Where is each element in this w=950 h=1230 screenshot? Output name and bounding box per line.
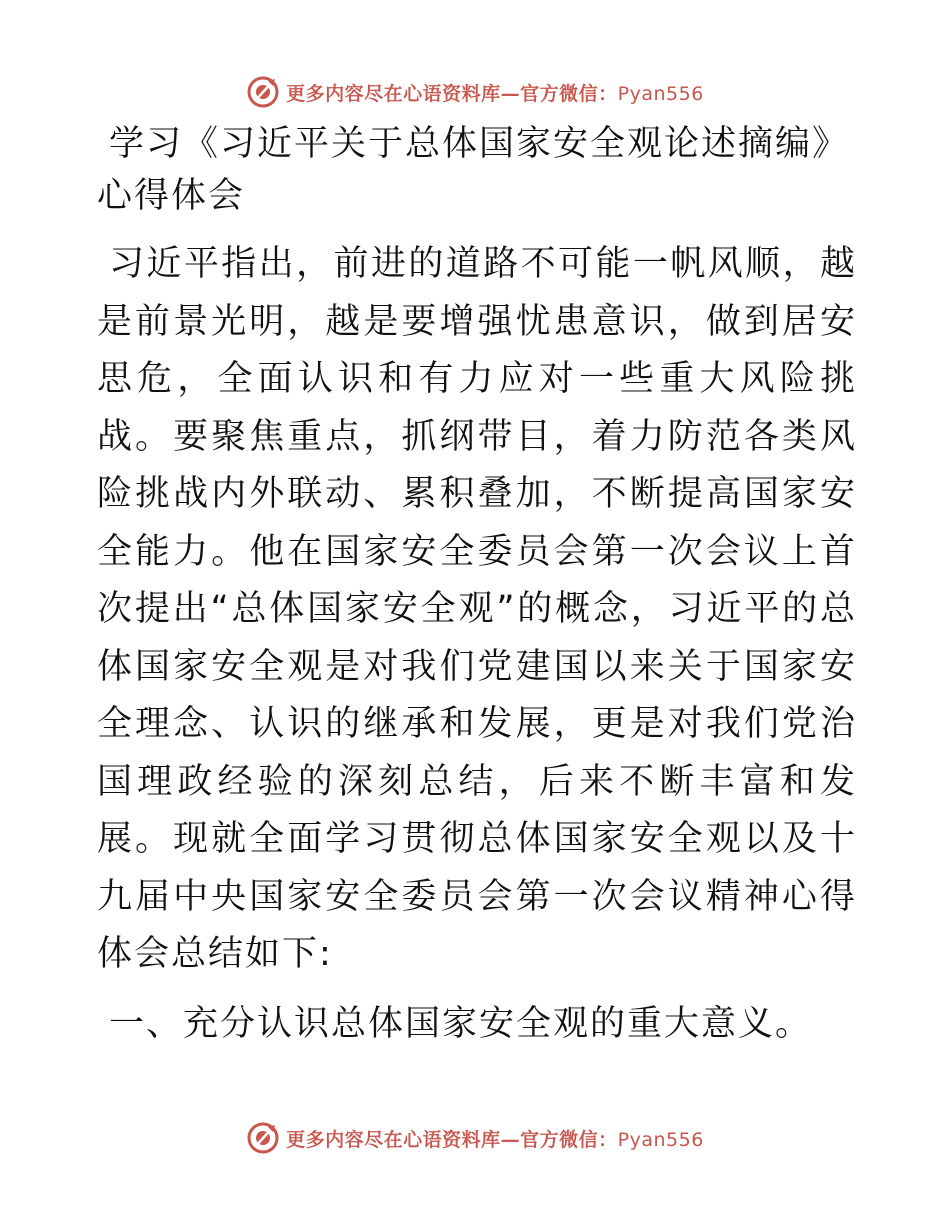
section-1-heading: 一、充分认识总体国家安全观的重大意义。: [109, 1003, 813, 1044]
wechat-id: Pyan556: [617, 82, 704, 105]
wechat-id: Pyan556: [617, 1128, 704, 1151]
quill-seal-icon: [246, 1121, 280, 1155]
watermark-text: 更多内容尽在心语资料库—官方微信：Pyan556: [286, 1128, 704, 1151]
watermark-banner-bottom: [0, 1118, 950, 1158]
watermark-text: 更多内容尽在心语资料库—官方微信：Pyan556: [286, 82, 704, 105]
document-body: [97, 118, 857, 1053]
paragraph-1: 习近平指出，前进的道路不可能一帆风顺，越是前景光明，越是要增强忧患意识，做到居安思危，全面认识和有力应对一些重大风险挑战。要聚焦重点，抓纲带目，着力防范各类风险挑战内外联动、累积叠加，不断提高国家安全能力。他在国家安全委员会第一次会议上首次提出“总体国家安全观”的概念，习近平的总体国家安全观是对我们党建国以来关于国家安全理念、认识的继承和发展，更是对我们党治国理政经验的深刻总结，后来不断丰富和发展。现就全面学习贯彻总体国家安全观以及十九届中央国家安全委员会第一次会议精神心得体会总结如下:: [97, 244, 857, 974]
document-title: 学习《习近平关于总体国家安全观论述摘编》心得体会: [97, 124, 850, 216]
quill-seal-icon: [246, 75, 280, 109]
watermark-banner-top: [0, 72, 950, 112]
